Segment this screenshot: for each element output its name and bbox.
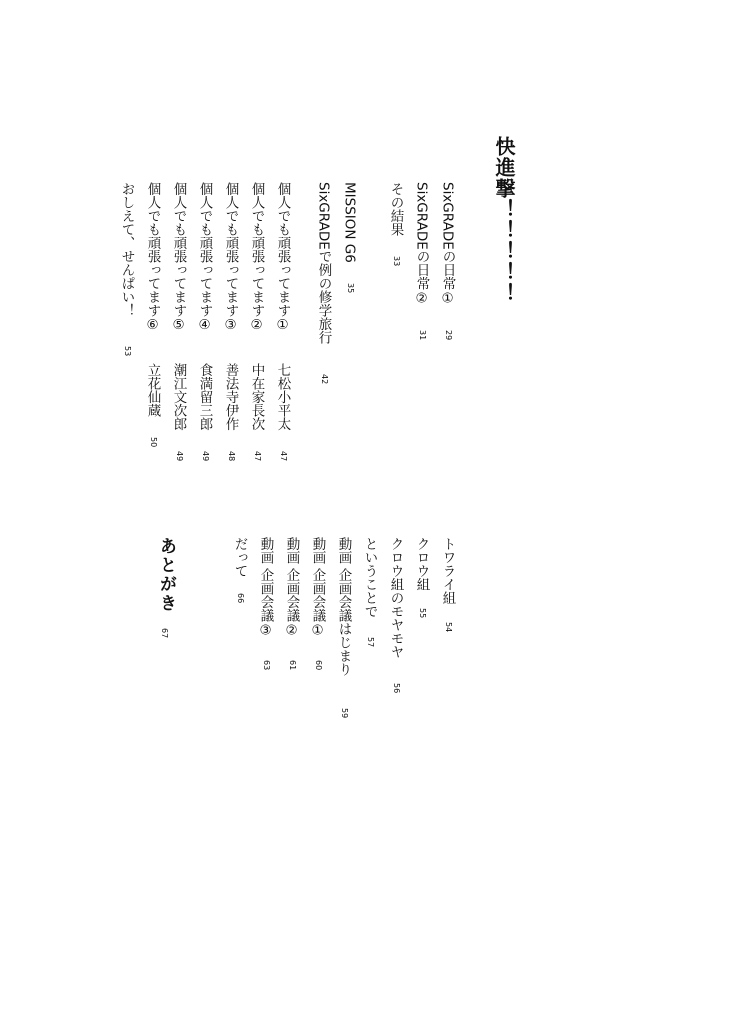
toc-page-number: 47	[279, 451, 288, 462]
toc-entry-title: SixGRADEの日常②	[413, 182, 430, 307]
toc-page-number: 35	[346, 283, 355, 294]
toc-entry-title: 動画 企画会議②	[283, 537, 300, 639]
toc-page-number: 60	[314, 660, 323, 671]
toc-entry-title: クロウ組のモヤモヤ	[387, 537, 404, 659]
toc-entry-title: 個人でも頑張ってます⑥	[144, 182, 161, 333]
toc-entry-title: 動画 企画会議①	[309, 537, 326, 639]
toc-page-number: 57	[366, 637, 375, 648]
toc-entry-title: 個人でも頑張ってます③	[222, 182, 239, 333]
toc-entry-title: 個人でも頑張ってます④	[196, 182, 213, 333]
toc-page-number: 53	[123, 346, 132, 357]
toc-entry-name: 立花仙蔵	[144, 363, 161, 417]
toc-page-number: 33	[392, 256, 401, 267]
toc-entry-title: 動画 企画会議はじまり	[335, 537, 352, 677]
toc-page-number: 67	[160, 628, 169, 639]
toc-entry-name: 食満留三郎	[196, 363, 213, 431]
toc-page-number: 55	[418, 608, 427, 619]
toc-entry-title: クロウ組	[413, 537, 430, 591]
section-title: 快進撃！！！！！	[492, 136, 516, 304]
toc-entry-name: 潮江文次郎	[170, 363, 187, 431]
toc-entry-title: 動画 企画会議③	[257, 537, 274, 639]
toc-entry-title: SixGRADEの日常①	[439, 182, 456, 307]
toc-entry-name: 七松小平太	[274, 363, 291, 431]
toc-entry-title: だって	[231, 537, 248, 578]
toc-page-number: 66	[236, 593, 245, 604]
toc-entry-name: 中在家長次	[248, 363, 265, 431]
toc-page-number: 49	[175, 451, 184, 462]
toc-page-number: 56	[392, 683, 401, 694]
toc-page-number: 50	[149, 437, 158, 448]
toc-entry-title: 個人でも頑張ってます②	[248, 182, 265, 333]
toc-page-number: 31	[418, 330, 427, 341]
toc-entry-name: 善法寺伊作	[222, 363, 239, 431]
toc-entry-title: SixGRADEで例の修学旅行	[315, 182, 332, 345]
toc-entry-title: 個人でも頑張ってます①	[274, 182, 291, 333]
toc-entry-title: トワライ組	[439, 537, 456, 605]
toc-page-number: 48	[227, 451, 236, 462]
toc-page-number: 54	[444, 622, 453, 633]
afterword-title: あとがき	[156, 537, 176, 613]
toc-entry-title: おしえて、せんぱい！	[118, 182, 135, 317]
toc-page-number: 59	[340, 708, 349, 719]
toc-entry-title: ということで	[361, 537, 378, 618]
toc-page-number: 47	[253, 451, 262, 462]
toc-entry-title: 個人でも頑張ってます⑤	[170, 182, 187, 333]
toc-entry-title: その結果	[387, 182, 404, 236]
toc-page-number: 49	[201, 451, 210, 462]
toc-entry-title: MISSION G6	[341, 182, 358, 263]
toc-page-number: 61	[288, 660, 297, 671]
toc-page-number: 29	[444, 330, 453, 341]
toc-page-number: 63	[262, 660, 271, 671]
toc-page-number: 42	[320, 374, 329, 385]
